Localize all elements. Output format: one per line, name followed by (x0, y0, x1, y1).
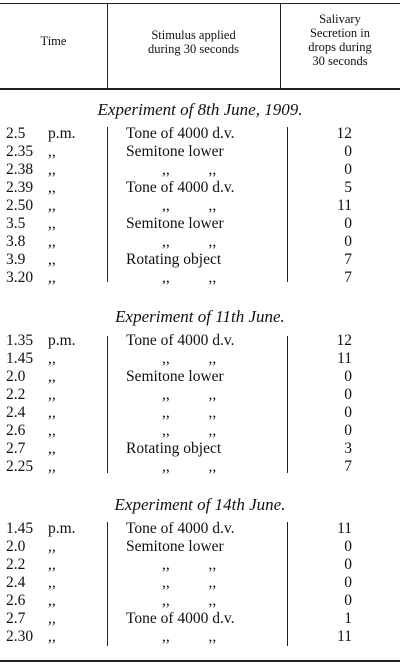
time-unit-cell: ,, (48, 179, 56, 196)
table-row (0, 215, 400, 233)
stimulus-cell: ,, ,, (162, 404, 217, 421)
time-cell: 2.7 (6, 440, 26, 457)
header-secretion (280, 12, 400, 68)
time-unit-cell: ,, (48, 161, 56, 178)
secretion-cell: 12 (336, 125, 352, 142)
time-unit-cell: ,, (48, 628, 56, 645)
table-row (0, 628, 400, 646)
secretion-cell: 0 (344, 404, 352, 421)
bottom-rule (0, 660, 400, 662)
table-row (0, 251, 400, 269)
time-unit-cell: ,, (48, 386, 56, 403)
time-cell: 2.38 (6, 161, 34, 178)
time-cell: 2.6 (6, 422, 26, 439)
time-unit-cell: ,, (48, 574, 56, 591)
time-cell: 2.30 (6, 628, 34, 645)
stimulus-cell: ,, ,, (162, 592, 217, 609)
stimulus-cell: ,, ,, (162, 628, 217, 645)
time-unit-cell: ,, (48, 368, 56, 385)
stimulus-cell: ,, ,, (162, 458, 217, 475)
time-cell: 1.45 (6, 520, 34, 537)
secretion-cell: 3 (344, 440, 352, 457)
experiment-title: Experiment of 14th June. (114, 495, 286, 514)
stimulus-cell: Rotating object (126, 251, 222, 268)
time-unit-cell: p.m. (48, 520, 76, 537)
table-row (0, 233, 400, 251)
time-unit-cell: ,, (48, 458, 56, 475)
time-unit-cell: ,, (48, 197, 56, 214)
time-cell: 3.8 (6, 233, 26, 250)
header-bottom-rule (0, 88, 400, 90)
time-unit-cell: ,, (48, 610, 56, 627)
stimulus-cell: ,, ,, (162, 556, 217, 573)
secretion-cell: 11 (337, 197, 352, 214)
stimulus-cell: Semitone lower (126, 368, 224, 385)
secretion-cell: 7 (344, 269, 352, 286)
time-cell: 2.2 (6, 556, 26, 573)
table-row (0, 422, 400, 440)
stimulus-cell: Rotating object (126, 440, 222, 457)
time-cell: 2.4 (6, 574, 26, 591)
stimulus-cell: ,, ,, (162, 161, 217, 178)
table-row (0, 143, 400, 161)
stimulus-cell: Semitone lower (126, 143, 224, 160)
stimulus-cell: Tone of 4000 d.v. (126, 125, 235, 142)
table-row (0, 592, 400, 610)
header-secretion-line: Secretion in (309, 26, 371, 40)
table-row (0, 610, 400, 628)
secretion-cell: 1 (344, 610, 352, 627)
top-rule (0, 3, 400, 4)
table-row (0, 161, 400, 179)
stimulus-cell: ,, ,, (162, 422, 217, 439)
time-cell: 2.0 (6, 368, 26, 385)
stimulus-cell: ,, ,, (162, 386, 217, 403)
time-unit-cell: ,, (48, 404, 56, 421)
time-unit-cell: ,, (48, 269, 56, 286)
secretion-cell: 0 (344, 538, 352, 555)
time-unit-cell: ,, (48, 233, 56, 250)
time-cell: 3.20 (6, 269, 34, 286)
stimulus-cell: Semitone lower (126, 215, 224, 232)
table-row (0, 556, 400, 574)
stimulus-cell: ,, ,, (162, 233, 217, 250)
secretion-cell: 0 (344, 233, 352, 250)
table-row (0, 197, 400, 215)
time-cell: 2.35 (6, 143, 34, 160)
time-cell: 2.39 (6, 179, 34, 196)
experiment-title: Experiment of 11th June. (115, 307, 285, 326)
table-row (0, 125, 400, 143)
secretion-cell: 0 (344, 386, 352, 403)
secretion-cell: 11 (337, 628, 352, 645)
time-cell: 3.5 (6, 215, 26, 232)
stimulus-cell: Tone of 4000 d.v. (126, 610, 235, 627)
secretion-cell: 0 (344, 422, 352, 439)
header-secretion-line: 30 seconds (312, 54, 368, 68)
stimulus-cell: Tone of 4000 d.v. (126, 179, 235, 196)
stimulus-cell: ,, ,, (162, 350, 217, 367)
secretion-cell: 0 (344, 143, 352, 160)
secretion-cell: 12 (336, 332, 352, 349)
time-unit-cell: ,, (48, 251, 56, 268)
table-row (0, 332, 400, 350)
table-row (0, 520, 400, 538)
time-unit-cell: ,, (48, 440, 56, 457)
time-unit-cell: ,, (48, 143, 56, 160)
stimulus-cell: Tone of 4000 d.v. (126, 332, 235, 349)
time-cell: 2.2 (6, 386, 26, 403)
header-stimulus (107, 28, 280, 56)
table-row (0, 440, 400, 458)
time-unit-cell: p.m. (48, 332, 76, 349)
secretion-cell: 7 (344, 458, 352, 475)
time-cell: 2.6 (6, 592, 26, 609)
stimulus-cell: Semitone lower (126, 538, 224, 555)
secretion-cell: 11 (337, 520, 352, 537)
table-row (0, 269, 400, 287)
time-cell: 2.4 (6, 404, 26, 421)
secretion-cell: 0 (344, 556, 352, 573)
table-row (0, 404, 400, 422)
experiment-title: Experiment of 8th June, 1909. (97, 100, 303, 119)
time-unit-cell: ,, (48, 538, 56, 555)
time-unit-cell: ,, (48, 556, 56, 573)
table-row (0, 179, 400, 197)
stimulus-cell: ,, ,, (162, 269, 217, 286)
time-cell: 1.45 (6, 350, 34, 367)
table-row (0, 350, 400, 368)
time-unit-cell: ,, (48, 422, 56, 439)
header-secretion-line: drops during (308, 40, 372, 54)
header-stimulus-line: Stimulus applied (151, 28, 236, 42)
secretion-cell: 5 (344, 179, 352, 196)
header-stimulus-line: during 30 seconds (148, 42, 239, 56)
time-cell: 2.5 (6, 125, 26, 142)
time-cell: 1.35 (6, 332, 34, 349)
time-cell: 3.9 (6, 251, 26, 268)
time-unit-cell: ,, (48, 350, 56, 367)
secretion-cell: 11 (337, 350, 352, 367)
secretion-cell: 7 (344, 251, 352, 268)
time-cell: 2.25 (6, 458, 34, 475)
header-secretion-line: Salivary (319, 12, 361, 26)
stimulus-cell: Tone of 4000 d.v. (126, 520, 235, 537)
time-unit-cell: ,, (48, 215, 56, 232)
secretion-cell: 0 (344, 161, 352, 178)
secretion-cell: 0 (344, 215, 352, 232)
header-time-label: Time (40, 34, 67, 48)
secretion-cell: 0 (344, 574, 352, 591)
time-cell: 2.0 (6, 538, 26, 555)
table-row (0, 386, 400, 404)
secretion-cell: 0 (344, 368, 352, 385)
time-cell: 2.50 (6, 197, 34, 214)
time-cell: 2.7 (6, 610, 26, 627)
table-row (0, 538, 400, 556)
stimulus-cell: ,, ,, (162, 574, 217, 591)
table-row (0, 458, 400, 476)
table-row (0, 368, 400, 386)
time-unit-cell: p.m. (48, 125, 76, 142)
table-row (0, 574, 400, 592)
secretion-cell: 0 (344, 592, 352, 609)
stimulus-cell: ,, ,, (162, 197, 217, 214)
time-unit-cell: ,, (48, 592, 56, 609)
header-time (0, 34, 107, 48)
